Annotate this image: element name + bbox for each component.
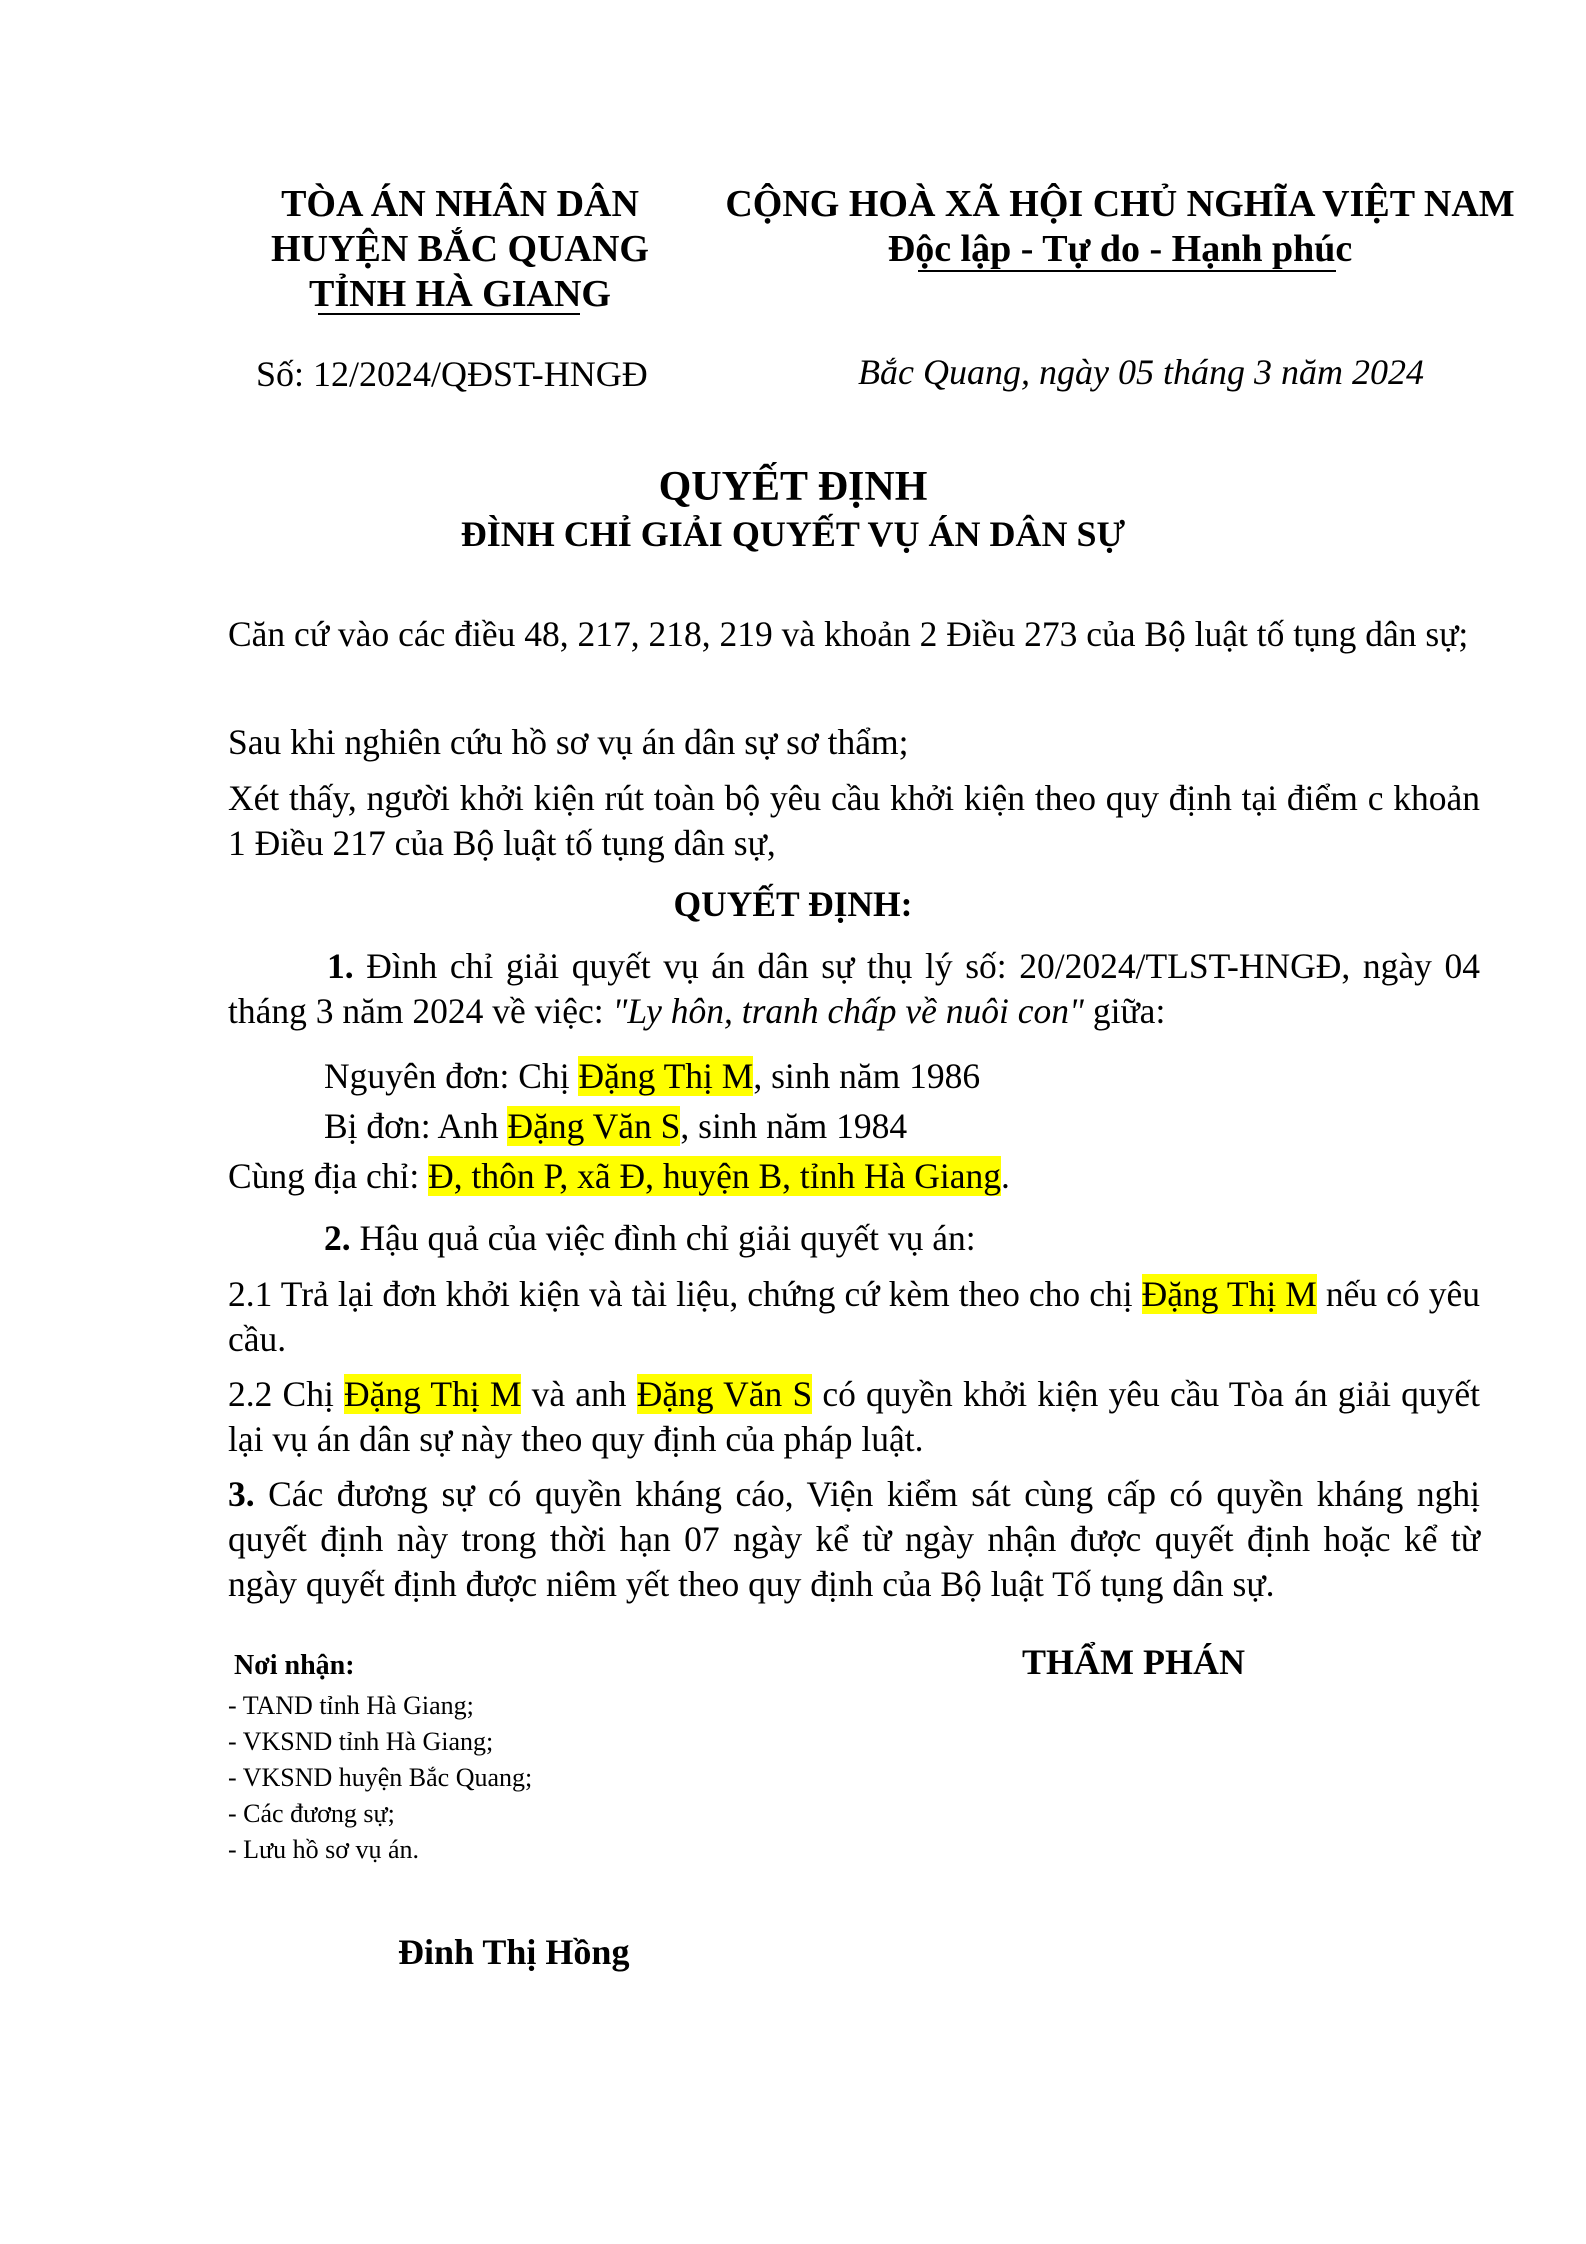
defendant-name: Đặng Văn S xyxy=(507,1106,681,1146)
plaintiff-label: Nguyên đơn: Chị xyxy=(324,1056,579,1096)
item-1-text-b: giữa: xyxy=(1083,991,1166,1031)
item-2-1-text-b: nếu có yêu cầu. xyxy=(228,1274,1480,1359)
address-line xyxy=(228,1154,1010,1199)
basis-paragraph: Căn cứ vào các điều 48, 217, 218, 219 và khoản 2 Điều 273 của Bộ luật tố tụng dân sự; xyxy=(228,614,1469,654)
item-2-2-text-a: 2.2 Chị xyxy=(228,1374,344,1414)
document-subtitle: ĐÌNH CHỈ GIẢI QUYẾT VỤ ÁN DÂN SỰ xyxy=(460,514,1126,554)
item-3-paragraph xyxy=(228,1472,1480,1607)
motto: Độc lập - Tự do - Hạnh phúc xyxy=(887,228,1353,270)
item-2-1-text-a: 2.1 Trả lại đơn khởi kiện và tài liệu, chứng cứ kèm theo cho chị xyxy=(228,1274,1142,1314)
item-1-number: 1. xyxy=(327,946,354,986)
court-name-line: TÒA ÁN NHÂN DÂN xyxy=(281,183,639,225)
defendant-label: Bị đơn: Anh xyxy=(324,1106,508,1146)
signer-name: Đinh Thị Hồng xyxy=(398,1932,630,1972)
recipient-item: - Lưu hồ sơ vụ án. xyxy=(228,1835,420,1864)
nation-name: CỘNG HOÀ XÃ HỘI CHỦ NGHĨA VIỆT NAM xyxy=(725,183,1515,225)
defendant-birth: , sinh năm 1984 xyxy=(680,1106,908,1146)
motto-underline xyxy=(918,270,1336,272)
document-number: Số: 12/2024/QĐST-HNGĐ xyxy=(256,354,648,394)
item-2-2-text-b: có quyền khởi kiện yêu cầu Tòa án giải quyết lại vụ án dân sự này theo quy định của pháp luật. xyxy=(228,1374,1481,1459)
item-2-2-paragraph xyxy=(228,1372,1480,1462)
item-3-number: 3. xyxy=(228,1474,255,1514)
document-date: Bắc Quang, ngày 05 tháng 3 năm 2024 xyxy=(858,352,1424,392)
item-2-2-mid: và anh xyxy=(521,1374,637,1414)
plaintiff-birth: , sinh năm 1986 xyxy=(753,1056,981,1096)
item-1-text-a: Đình chỉ giải quyết vụ án dân sự thụ lý số: 20/2024/TLST-HNGĐ, ngày 04 tháng 3 năm 2024 về việc: xyxy=(228,946,1480,1031)
address-value: Đ, thôn P, xã Đ, huyện B, tỉnh Hà Giang xyxy=(428,1156,1002,1196)
recipient-item: - Các đương sự; xyxy=(228,1799,395,1828)
item-2-heading xyxy=(324,1216,976,1261)
signature-role: THẨM PHÁN xyxy=(1022,1642,1245,1682)
item-2-2-name-2: Đặng Văn S xyxy=(636,1374,813,1414)
study-paragraph: Sau khi nghiên cứu hồ sơ vụ án dân sự sơ thẩm; xyxy=(228,722,909,762)
consider-paragraph: Xét thấy, người khởi kiện rút toàn bộ yêu cầu khởi kiện theo quy định tại điểm c khoản 1 Điều 217 của Bộ luật tố tụng dân sự, xyxy=(228,778,1480,863)
document-title: QUYẾT ĐỊNH xyxy=(658,464,928,510)
item-2-2-name-1: Đặng Thị M xyxy=(344,1374,522,1414)
court-province-line: TỈNH HÀ GIANG xyxy=(309,273,611,315)
recipients-list xyxy=(228,1688,532,1868)
item-2-number: 2. xyxy=(324,1218,351,1258)
item-1-paragraph xyxy=(228,944,1480,1034)
decision-heading: QUYẾT ĐỊNH: xyxy=(673,884,913,924)
address-end: . xyxy=(1001,1156,1010,1196)
court-header xyxy=(240,182,680,317)
plaintiff-name: Đặng Thị M xyxy=(578,1056,754,1096)
address-label: Cùng địa chỉ: xyxy=(228,1156,429,1196)
recipient-item: - VKSND huyện Bắc Quang; xyxy=(228,1763,533,1792)
recipients-label: Nơi nhận: xyxy=(234,1650,355,1681)
court-district-line: HUYỆN BẮC QUANG xyxy=(271,228,649,270)
item-3-text: Các đương sự có quyền kháng cáo, Viện kiểm sát cùng cấp có quyền kháng nghị quyết định này trong thời hạn 07 ngày kể từ ngày nhận được quyết định hoặc kể từ ngày quyết định được niêm yết theo quy định của Bộ luật Tố tụng dân sự. xyxy=(228,1474,1480,1604)
court-underline xyxy=(318,313,580,315)
nation-header xyxy=(720,182,1520,272)
plaintiff-line xyxy=(324,1054,980,1099)
case-subject: "Ly hôn, tranh chấp về nuôi con" xyxy=(612,991,1084,1031)
defendant-line xyxy=(324,1104,907,1149)
item-2-heading-text: Hậu quả của việc đình chỉ giải quyết vụ án: xyxy=(350,1218,976,1258)
recipient-item: - VKSND tỉnh Hà Giang; xyxy=(228,1727,494,1756)
item-2-1-name: Đặng Thị M xyxy=(1141,1274,1317,1314)
item-2-1-paragraph xyxy=(228,1272,1480,1362)
recipient-item: - TAND tỉnh Hà Giang; xyxy=(228,1691,474,1720)
